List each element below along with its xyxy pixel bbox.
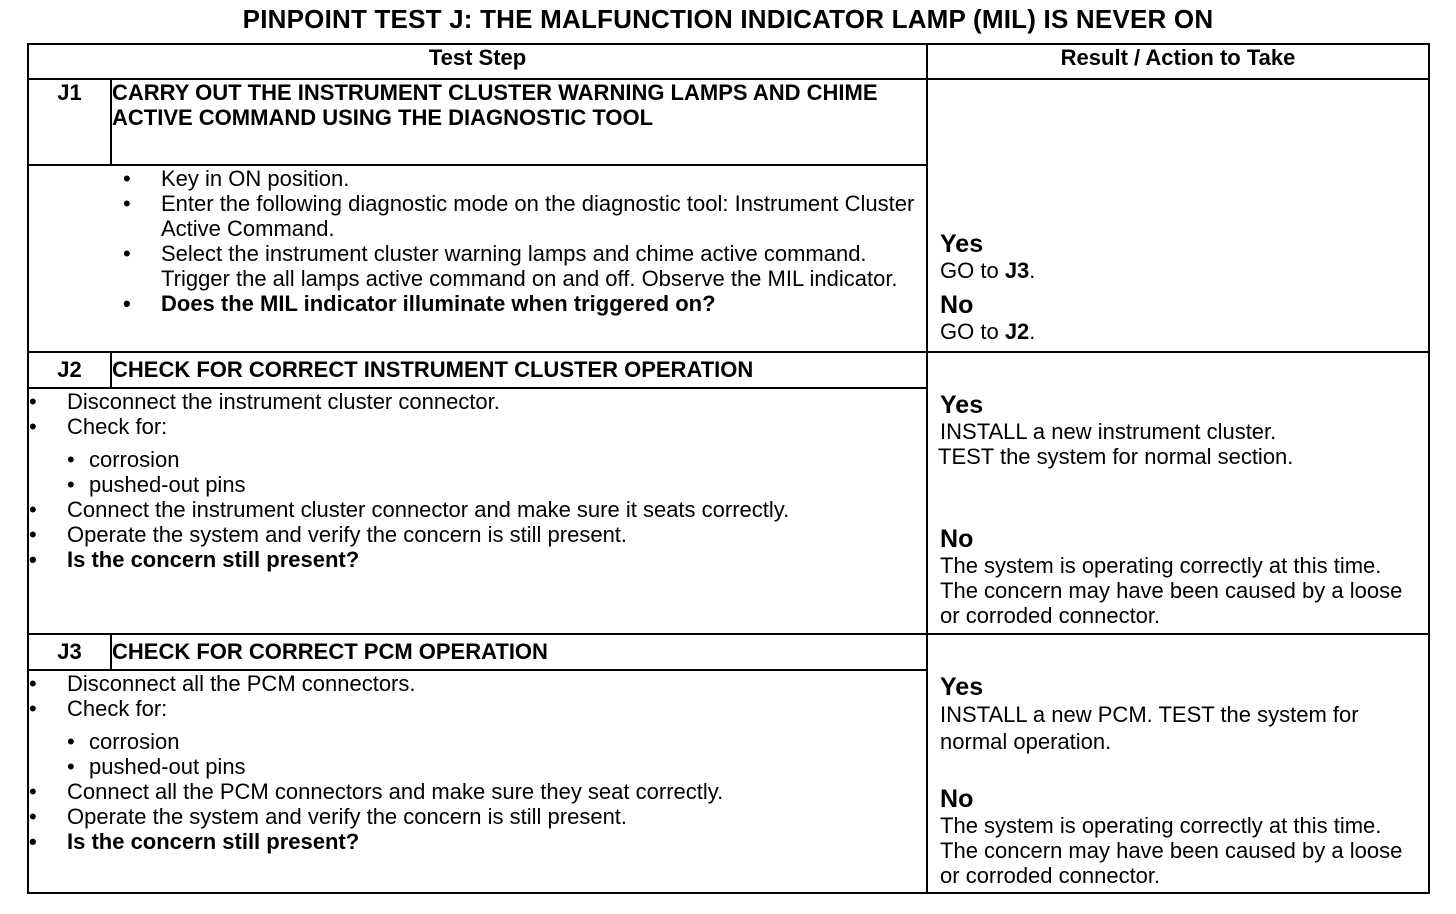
step-title: CARRY OUT THE INSTRUMENT CLUSTER WARNING LAMPS AND CHIME ACTIVE COMMAND USING THE DIAGNOSTIC TOOL [111, 79, 927, 165]
step-body [28, 388, 927, 635]
no-label: No [940, 291, 974, 320]
step-instructions [123, 166, 926, 316]
pinpoint-test-table [27, 43, 1430, 894]
step-body [28, 670, 927, 893]
list-item: • Check for: • corrosion • pushed-out pins [29, 414, 926, 497]
step-id: J3 [28, 634, 111, 670]
yes-action: INSTALL a new PCM. TEST the system for normal operation. [940, 702, 1359, 755]
step-title-row [28, 79, 1429, 165]
list-item: • Operate the system and verify the concern is still present. [29, 521, 628, 547]
yes-action: GO to J3. [940, 258, 1036, 284]
step-title-row [28, 634, 1429, 670]
goto-target: J3 [1004, 258, 1030, 284]
step-question: • Is the concern still present? [29, 546, 360, 572]
step-title: CHECK FOR CORRECT PCM OPERATION [111, 634, 927, 670]
header-row [28, 44, 1429, 79]
step-title: CHECK FOR CORRECT INSTRUMENT CLUSTER OPERATION [111, 352, 927, 388]
yes-action: INSTALL a new instrument cluster. [940, 418, 1277, 444]
step-title-row [28, 352, 1429, 388]
check-for-list [67, 447, 926, 497]
list-item: • corrosion [67, 729, 180, 755]
list-item: • Key in ON position. [123, 166, 350, 192]
no-action: The system is operating correctly at this time. The concern may have been caused by a loose or corroded connector. [940, 813, 1403, 889]
no-label: No [940, 524, 974, 553]
yes-label: Yes [940, 390, 984, 419]
list-item: • Disconnect all the PCM connectors. [29, 671, 416, 697]
step-instructions [29, 389, 926, 572]
step-body [28, 165, 927, 351]
list-item: • Operate the system and verify the concern is still present. [29, 804, 628, 830]
list-item: • corrosion [67, 446, 180, 472]
list-item: • Check for: • corrosion • pushed-out pins [29, 696, 926, 779]
list-item: • Enter the following diagnostic mode on the diagnostic tool: Instrument Cluster Active Command. [123, 191, 915, 242]
list-item: • Disconnect the instrument cluster connector. [29, 388, 500, 414]
no-action: GO to J2. [940, 319, 1036, 345]
list-item: • pushed-out pins [67, 471, 246, 497]
page-title: PINPOINT TEST J: THE MALFUNCTION INDICATOR LAMP (MIL) IS NEVER ON [242, 4, 1214, 34]
list-item: • pushed-out pins [67, 754, 246, 780]
result-cell [927, 352, 1429, 635]
no-action: The system is operating correctly at this time. The concern may have been caused by a loose or corroded connector. [940, 552, 1403, 628]
yes-action-test: TEST the system for normal section. [938, 443, 1294, 469]
result-action-header: Result / Action to Take [927, 44, 1429, 79]
goto-target: J2 [1004, 319, 1030, 345]
result-cell [927, 634, 1429, 893]
step-question: • Does the MIL indicator illuminate when triggered on? [123, 291, 716, 317]
no-label: No [940, 785, 974, 814]
yes-label: Yes [940, 673, 984, 702]
step-id: J2 [28, 352, 111, 388]
test-step-header: Test Step [28, 44, 927, 79]
list-item: • Connect the instrument cluster connector and make sure it seats correctly. [29, 496, 790, 522]
list-item: • Select the instrument cluster warning lamps and chime active command. Trigger the all lamps active command on and off. Observe the MIL indicator. [123, 241, 898, 292]
step-instructions [29, 671, 926, 854]
yes-label: Yes [940, 230, 984, 259]
check-for-list [67, 729, 926, 779]
result-cell [927, 79, 1429, 352]
step-id: J1 [28, 79, 111, 165]
step-question: • Is the concern still present? [29, 829, 360, 855]
list-item: • Connect all the PCM connectors and make sure they seat correctly. [29, 779, 724, 805]
